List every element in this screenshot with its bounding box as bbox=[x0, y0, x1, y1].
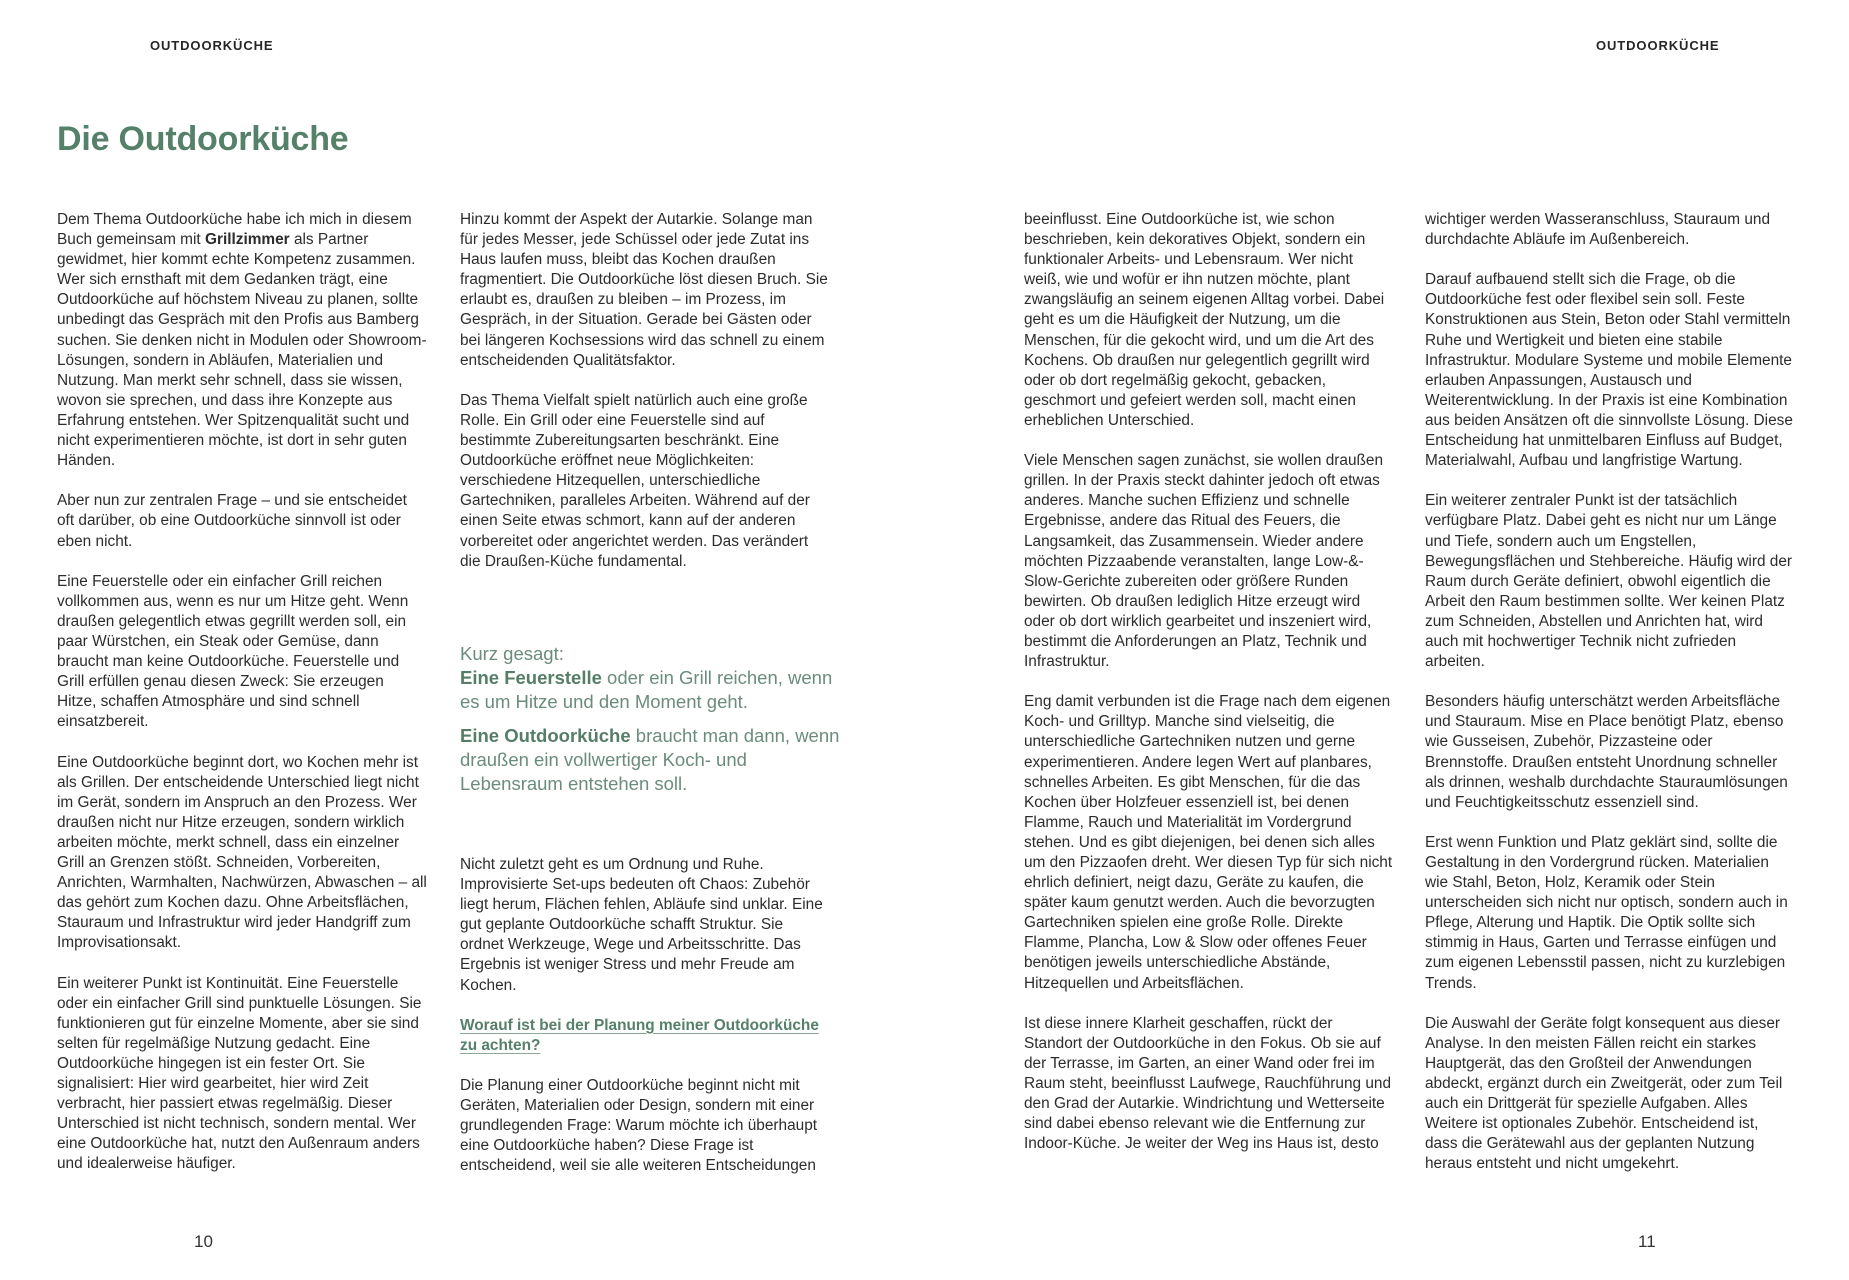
paragraph: Ist diese innere Klarheit geschaffen, rückt der Standort der Outdoorküche in den Fokus. Ob sie auf der Terrasse, im Garten, an einer Wand oder frei im Raum steht, beeinflusst Laufwege, Rauchführung und den Grad der Autarkie. Windrichtung und Wetterseite sind dabei ebenso relevant wie die Entfernung zur Indoor-Küche. Je weiter der Weg ins Haus ist, desto bbox=[1024, 1014, 1392, 1153]
question-heading[interactable]: Worauf ist bei der Planung meiner Outdoorküche zu achten? bbox=[460, 1016, 819, 1054]
running-head-left: OUTDOORKÜCHE bbox=[150, 38, 274, 53]
page-title: Die Outdoorküche bbox=[57, 120, 349, 158]
column-4 bbox=[1425, 210, 1795, 1195]
paragraph: Eine Outdoorküche beginnt dort, wo Kochen mehr ist als Grillen. Der entscheidende Unterschied liegt nicht im Gerät, sondern im Anspruch an den Prozess. Wer draußen nicht nur Hitze erzeugen, sondern wirklich arbeiten möchte, merkt schnell, dass ein einzelner Grill an Grenzen stößt. Schneiden, Vorbereiten, Anrichten, Warmhalten, Nachwürzen, Abwaschen – all das gehört zum Kochen dazu. Ohne Arbeitsflächen, Stauraum und Infrastruktur wird jeder Handgriff zum Improvisationsakt. bbox=[57, 753, 427, 952]
paragraph: Nicht zuletzt geht es um Ordnung und Ruhe. Improvisierte Set-ups bedeuten oft Chaos: Zubehör liegt herum, Flächen fehlen, Abläufe sind unklar. Eine gut geplante Outdoorküche schafft Struktur. Sie ordnet Werkzeuge, Wege und Arbeitsschritte. Das Ergebnis ist weniger Stress und mehr Freude am Kochen. bbox=[460, 856, 823, 994]
running-head-right: OUTDOORKÜCHE bbox=[1596, 38, 1720, 53]
column-3 bbox=[1024, 210, 1394, 1175]
pull-quote-line-1: Kurz gesagt: Eine Feuerstelle oder ein Grill reichen, wenn es um Hitze und den Moment geht. bbox=[460, 642, 840, 714]
paragraph: Ein weiterer Punkt ist Kontinuität. Eine Feuerstelle oder ein einfacher Grill sind punktuelle Lösungen. Sie funktionieren gut für einzelne Momente, aber sie sind selten für regelmäßige Nutzung gedacht. Eine Outdoorküche hingegen ist ein fester Ort. Sie signalisiert: Hier wird gearbeitet, hier wird Zeit verbracht, hier passiert etwas regelmäßig. Dieser Unterschied ist nicht technisch, sondern mental. Wer eine Outdoorküche hat, nutzt den Außenraum anders und idealerweise häufiger. bbox=[57, 974, 422, 1173]
paragraph: Eine Feuerstelle oder ein einfacher Grill reichen vollkommen aus, wenn es nur um Hitze geht. Wenn draußen gelegentlich etwas gegrillt werden soll, ein paar Würstchen, ein Steak oder Gemüse, dann braucht man keine Outdoorküche. Feuerstelle und Grill erfüllen genau diesen Zweck: Sie erzeugen Hitze, schaffen Atmosphäre und sind schnell einsatzbereit. bbox=[57, 572, 409, 731]
paragraph: Ein weiterer zentraler Punkt ist der tatsächlich verfügbare Platz. Dabei geht es nicht nur um Länge und Tiefe, sondern auch um Engstellen, Bewegungsflächen und Stehbereiche. Häufig wird der Raum durch Geräte definiert, obwohl eigentlich die Arbeit den Raum bestimmen sollte. Wer keinen Platz zum Schneiden, Abstellen und Anrichten hat, wird auch mit hochwertiger Technik nicht zufrieden arbeiten. bbox=[1425, 492, 1793, 671]
paragraph: Darauf aufbauend stellt sich die Frage, ob die Outdoorküche fest oder flexibel sein soll. Feste Konstruktionen aus Stein, Beton oder Stahl vermitteln Ruhe und Wertigkeit und bieten eine stabile Infrastruktur. Modulare Systeme und mobile Elemente erlauben Anpassungen, Austausch und Weiterentwicklung. In der Praxis ist eine Kombination aus beiden Ansätzen oft die sinnvollste Lösung. Diese Entscheidung hat unmittelbaren Einfluss auf Budget, Materialwahl, Aufbau und langfristige Wartung. bbox=[1425, 271, 1793, 470]
page-number-left: 10 bbox=[194, 1232, 213, 1251]
paragraph: Besonders häufig unterschätzt werden Arbeitsfläche und Stauraum. Mise en Place benötigt Platz, ebenso wie Gusseisen, Zubehör, Pizzasteine oder Brennstoffe. Draußen entsteht Unordnung schneller als drinnen, weshalb durchdachte Stauraumlösungen und Feuchtigkeitsschutz essenziell sind. bbox=[1425, 693, 1788, 811]
page-number-right: 11 bbox=[1638, 1232, 1656, 1251]
pull-quote-line-2: Eine Outdoorküche braucht man dann, wenn draußen ein vollwertiger Koch- und Lebensraum entstehen soll. bbox=[460, 725, 840, 794]
paragraph: Die Planung einer Outdoorküche beginnt nicht mit Geräten, Materialien oder Design, sondern mit einer grundlegenden Frage: Warum möchte ich überhaupt eine Outdoorküche haben? Diese Frage ist entscheidend, weil sie alle weiteren Entscheidungen bbox=[460, 1077, 818, 1175]
paragraph: Aber nun zur zentralen Frage – und sie entscheidet oft darüber, ob eine Outdoorküche sinnvoll ist oder eben nicht. bbox=[57, 492, 407, 550]
column-2-lower bbox=[460, 855, 830, 1197]
paragraph: Hinzu kommt der Aspekt der Autarkie. Solange man für jedes Messer, jede Schüssel oder jede Zutat ins Haus laufen muss, bleibt das Kochen draußen fragmentiert. Die Outdoorküche löst diesen Bruch. Sie erlaubt es, draußen zu bleiben – im Prozess, im Gespräch, in der Situation. Gerade bei Gästen oder bei längeren Kochsessions wird das schnell zu einem entscheidenden Qualitätsfaktor. bbox=[460, 211, 828, 369]
paragraph: wichtiger werden Wasseranschluss, Stauraum und durchdachte Abläufe im Außenbereich. bbox=[1425, 211, 1771, 249]
paragraph: Das Thema Vielfalt spielt natürlich auch eine große Rolle. Ein Grill oder eine Feuerstelle sind auf bestimmte Zubereitungsarten beschränkt. Eine Outdoorküche eröffnet neue Möglichkeiten: verschiedene Hitzequellen, unterschiedliche Gartechniken, paralleles Arbeiten. Während auf der einen Seite etwas schmort, kann auf der anderen vorbereitet oder angerichtet werden. Das verändert die Draußen-Küche fundamental. bbox=[460, 391, 810, 570]
partner-name: Grillzimmer bbox=[204, 231, 290, 249]
paragraph: Dem Thema Outdoorküche habe ich mich in diesem Buch gemeinsam mit Grillzimmer als Partner gewidmet, hier kommt echte Kompetenz zusammen. Wer sich ernsthaft mit dem Gedanken trägt, eine Outdoorküche auf höchstem Niveau zu planen, sollte unbedingt das Gespräch mit den Profis aus Bamberg suchen. Sie denken nicht in Modulen oder Showroom-Lösungen, sondern in Abläufen, Materialien und Nutzung. Man merkt sehr schnell, dass sie wissen, wovon sie sprechen, und dass ihre Konzepte aus Erfahrung entstehen. Wer Spitzenqualität sucht und nicht experimentieren möchte, ist dort in sehr guten Händen. bbox=[57, 211, 427, 470]
paragraph: Erst wenn Funktion und Platz geklärt sind, sollte die Gestaltung in den Vordergrund rücken. Materialien wie Stahl, Beton, Holz, Keramik oder Stein unterscheiden sich nicht nur optisch, sondern auch in Pflege, Alterung und Haptik. Die Optik sollte sich stimmig in Haus, Garten und Terrasse einfügen und zum eigenen Lebensstil passen, nicht zu kurzlebigen Trends. bbox=[1425, 833, 1788, 992]
pull-quote-intro: Kurz gesagt: bbox=[460, 643, 564, 664]
paragraph: Die Auswahl der Geräte folgt konsequent aus dieser Analyse. In den meisten Fällen reicht ein starkes Hauptgerät, das den Großteil der Anwendungen abdeckt, ergänzt durch ein Zweitgerät, oder zum Teil auch ein Drittgerät für spezielle Aufgaben. Alles Weitere ist optionales Zubehör. Entscheidend ist, dass die Gerätewahl aus der geplanten Nutzung heraus entsteht und nicht umgekehrt. bbox=[1425, 1014, 1783, 1173]
pull-quote bbox=[460, 642, 840, 806]
paragraph: Viele Menschen sagen zunächst, sie wollen draußen grillen. In der Praxis steckt dahinter jedoch oft etwas anderes. Manche suchen Effizienz und schnelle Ergebnisse, andere das Ritual des Feuers, die Langsamkeit, das Zusammensein. Wieder andere möchten Pizzaabende veranstalten, lange Low-&-Slow-Gerichte zubereiten oder größere Runden bewirten. Ob draußen lediglich Hitze erzeugt wird oder ob dort wirklich gearbeitet und inszeniert wird, bestimmt die Anforderungen an Platz, Technik und Infrastruktur. bbox=[1024, 452, 1384, 671]
column-1 bbox=[57, 210, 427, 1195]
paragraph: beeinflusst. Eine Outdoorküche ist, wie schon beschrieben, kein dekoratives Objekt, sondern ein funktionaler Arbeits- und Lebensraum. Wer nicht weiß, wie und wofür er ihn nutzen möchte, plant zwangsläufig an seinem eigenen Alltag vorbei. Dabei geht es um die Häufigkeit der Nutzung, um die Menschen, für die gekocht wird, und um die Art des Kochens. Ob draußen nur gelegentlich gegrillt wird oder ob dort regelmäßig gekocht, gebacken, geschmort und gefeiert werden soll, macht einen erheblichen Unterschied. bbox=[1024, 211, 1385, 429]
section-question bbox=[460, 1016, 830, 1056]
paragraph: Eng damit verbunden ist die Frage nach dem eigenen Koch- und Grilltyp. Manche sind vielseitig, die unterschiedliche Gartechniken nutzen und gerne experimentieren. Andere legen Wert auf planbares, schnelles Arbeiten. Es gibt Menschen, für die das Kochen über Holzfeuer essenziell ist, bei denen Flamme, Rauch und Materialität im Vordergrund stehen. Und es gibt diejenigen, bei denen sich alles um den Pizzaofen dreht. Wer diesen Typ für sich nicht ehrlich definiert, neigt dazu, Geräte zu kaufen, die später kaum genutzt werden. Auch die bevorzugten Gartechniken spielen eine große Rolle. Direkte Flamme, Plancha, Low & Slow oder offenes Feuer benötigen jeweils unterschiedliche Abstände, Hitzequellen und Arbeitsflächen. bbox=[1024, 693, 1393, 992]
